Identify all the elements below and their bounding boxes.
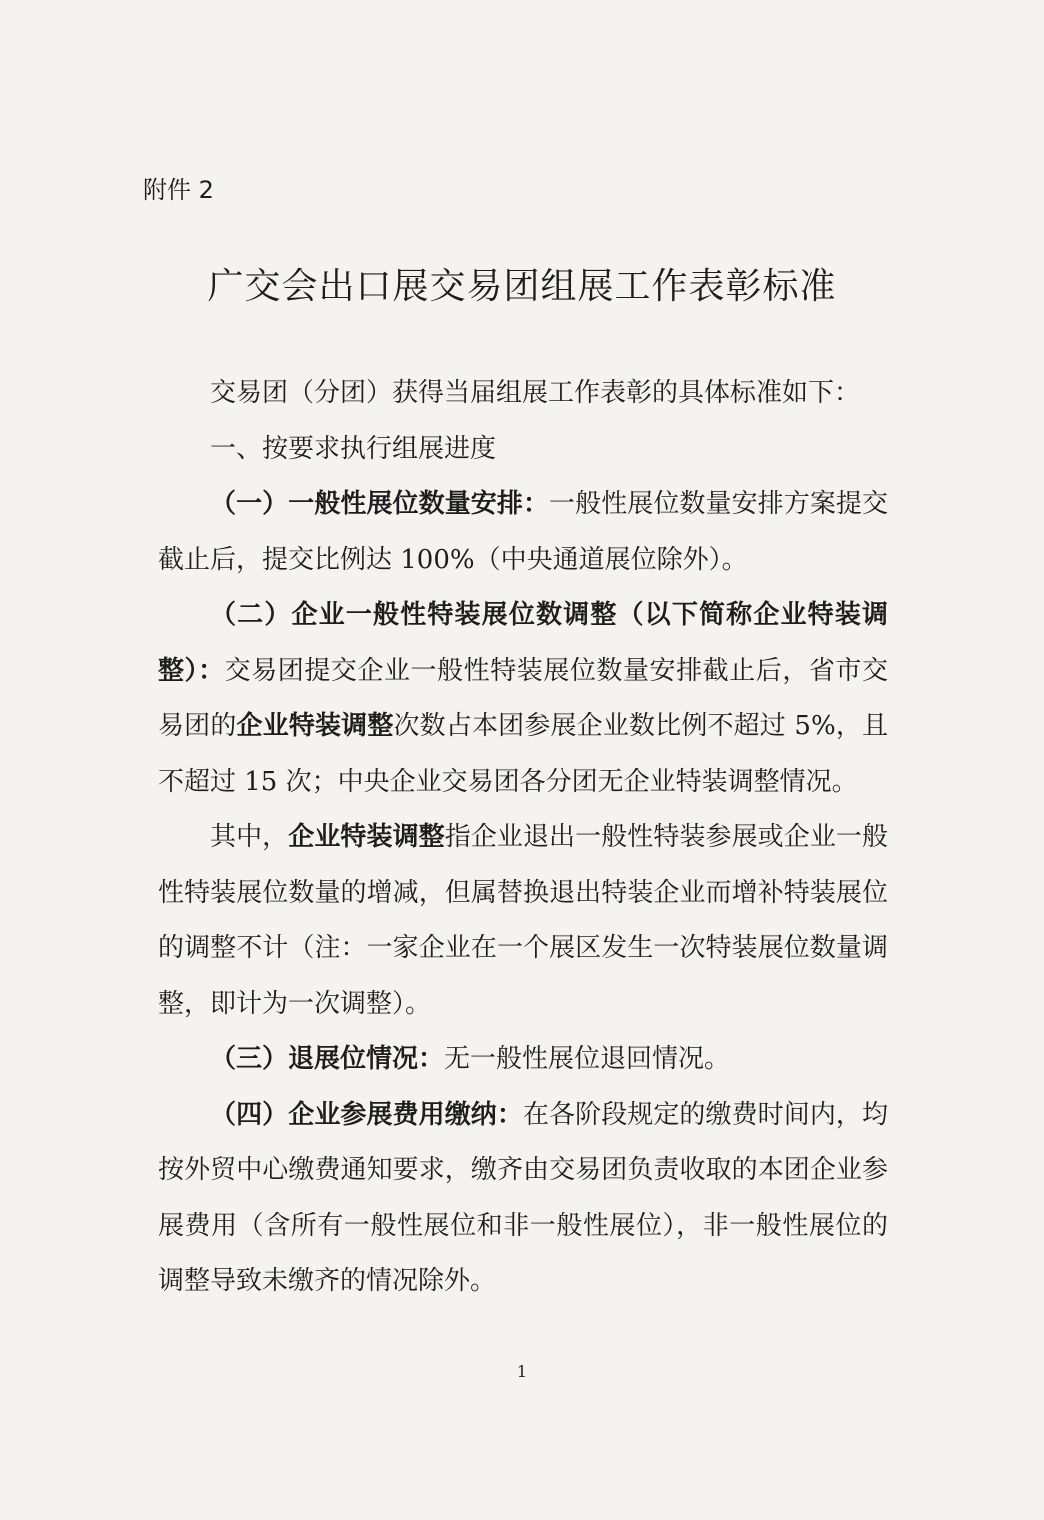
- item-4-paragraph: [158, 1088, 888, 1310]
- item-2-label: （二）企业一般性特装展位数调整（以下简称企业特装调整）：: [158, 600, 888, 686]
- item-2-paragraph: [158, 588, 888, 810]
- note-term: 企业特装调整: [288, 822, 445, 852]
- note-prefix: 其中，: [210, 822, 289, 852]
- item-2-text-before: 交易团提交企业一般性特装展位数量安排截止后，省市交易团的: [158, 655, 888, 741]
- item-3-text: 无一般性展位退回情况。: [444, 1044, 731, 1074]
- item-1-text: 一般性展位数量安排方案提交截止后，提交比例达 100%（中央通道展位除外）。: [158, 489, 888, 575]
- item-4-text: 在各阶段规定的缴费时间内，均按外贸中心缴费通知要求，缴齐由交易团负责收取的本团企业参展费用（含所有一般性展位和非一般性展位），非一般性展位的调整导致未缴齐的情况除外。: [158, 1099, 888, 1296]
- page-number: 1: [516, 1362, 528, 1381]
- item-3-paragraph: [158, 1032, 888, 1088]
- item-3-label: （三）退展位情况：: [210, 1044, 445, 1074]
- item-1-label: （一）一般性展位数量安排：: [210, 489, 550, 519]
- note-text: 指企业退出一般性特装参展或企业一般性特装展位数量的增减，但属替换退出特装企业而增补特装展位的调整不计（注：一家企业在一个展区发生一次特装展位数量调整，即计为一次调整）。: [158, 822, 888, 1019]
- item-2-text-after: 次数占本团参展企业数比例不超过 5%，且不超过 15 次；中央企业交易团各分团无企业特装调整情况。: [158, 711, 888, 797]
- item-4-label: （四）企业参展费用缴纳：: [210, 1099, 523, 1130]
- item-1-paragraph: [158, 477, 888, 588]
- note-paragraph: [158, 810, 888, 1032]
- section-heading: 一、按要求执行组展进度: [210, 433, 497, 464]
- page-title: 广交会出口展交易团组展工作表彰标准: [207, 266, 837, 307]
- attachment-label: 附件 2: [143, 176, 214, 204]
- item-2-term: 企业特装调整: [236, 711, 394, 741]
- document-body: [158, 366, 888, 1310]
- intro-paragraph: 交易团（分团）获得当届组展工作表彰的具体标准如下：: [210, 378, 861, 408]
